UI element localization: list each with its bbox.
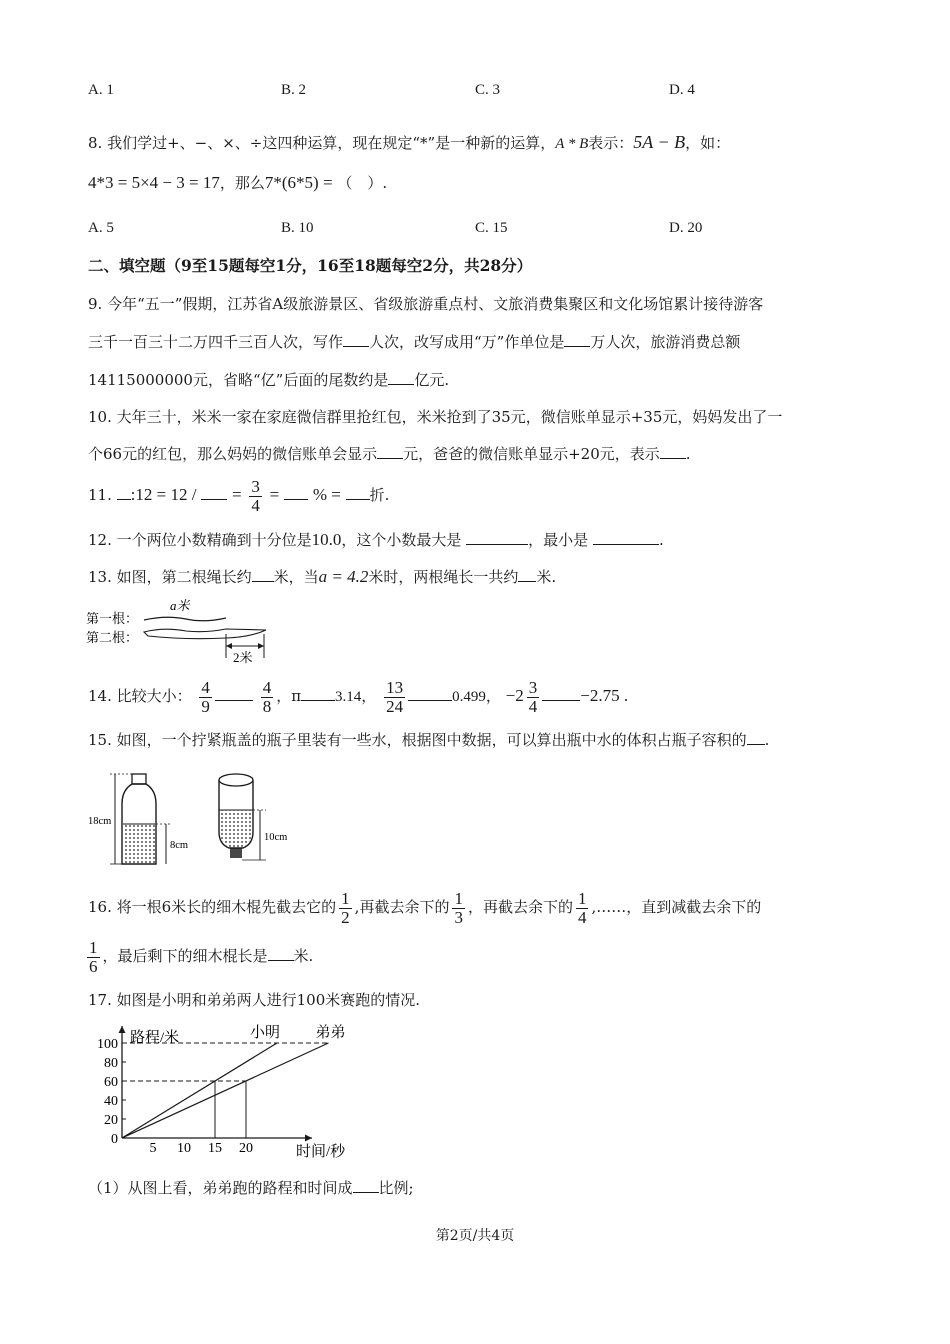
q8-line2: 4*3 = 5×4 − 3 = 17，那么7*(6*5) = （ ）. (88, 173, 388, 192)
q14-fraction-1: $\frac{4}{9}$ (201, 677, 210, 716)
label-18cm: 18cm (88, 816, 112, 827)
q7-option-a: A. 1 (88, 82, 114, 98)
q17-line: 17. 如图是小明和弟弟两人进行100米赛跑的情况. (88, 991, 421, 1009)
q16-fraction-3: $\frac{1}{4}$ (577, 888, 587, 927)
y-tick-label: 40 (104, 1094, 118, 1109)
q10-line2: 个66元的红包，那么妈妈的微信账单会显示 元，爸爸的微信账单显示+20元，表示 . (88, 445, 691, 463)
q14-blank-1 (215, 686, 253, 701)
q7-option-d: D. 4 (669, 82, 695, 98)
q15-blank (747, 730, 765, 745)
q9-blank-2 (564, 332, 590, 347)
q11-blank-1 (117, 485, 131, 500)
q9-line3: 14115000000元，省略“亿”后面的尾数约是 亿元. (88, 371, 450, 389)
q15-line: 15. 如图，一个拧紧瓶盖的瓶子里装有一些水，根据图中数据，可以算出瓶中水的体积占瓶子容积的 . (88, 731, 770, 749)
x-tick-label: 15 (208, 1141, 222, 1156)
x-tick-label: 10 (177, 1141, 191, 1156)
q14-blank-3 (408, 686, 452, 701)
q13-line: 13. 如图，第二根绳长约 米，当a = 4.2米时，两根绳长一共约 米. (88, 567, 557, 586)
q11-fraction: $\frac{3}{4}$ (251, 476, 260, 515)
q8-option-c: C. 15 (475, 220, 508, 236)
y-axis-label: 路程/米 (130, 1030, 180, 1046)
race-chart (84, 1022, 384, 1164)
q15-bottle-figure (88, 768, 308, 870)
q9-line2: 三千一百三十二万四千三百人次，写作 人次，改写成用“万”作单位是 万人次，旅游消费总额 (88, 333, 741, 351)
q11-blank-4 (346, 485, 370, 500)
q14-fraction-2: $\frac{4}{8}$ (262, 677, 272, 716)
series-label-2: 弟弟 (315, 1025, 346, 1041)
q14-fraction-3: $\frac{13}{24}$ (386, 677, 404, 716)
q11-blank-2 (201, 485, 227, 500)
x-axis-arrow (305, 1135, 312, 1142)
q7-option-b: B. 2 (281, 82, 307, 98)
label-8cm: 8cm (170, 840, 189, 851)
q10-line1: 10. 大年三十，米米一家在家庭微信群里抢红包，米米抢到了35元，微信账单显示+35元，妈妈发出了一 (88, 408, 783, 426)
q16-line1: 16. 将一根6米长的细木棍先截去它的 $\frac{1}{2}$ ,再截去余下的 $\frac{1}{3}$ ，再截去余下的 $\frac{1}{4}$ ,……，直到减截去余下的 (88, 888, 762, 927)
q16-blank (268, 946, 294, 961)
q13-blank-1 (252, 567, 274, 582)
q16-fraction-1: $\frac{1}{2}$ (341, 888, 350, 927)
q16-fraction-4: $\frac{1}{6}$ (89, 937, 98, 976)
series-line-2 (122, 1043, 328, 1138)
y-tick-label: 0 (111, 1132, 118, 1147)
q10-blank-1 (377, 444, 403, 459)
x-tick-label: 5 (149, 1141, 157, 1156)
q10-blank-2 (660, 444, 686, 459)
rope-1-line (144, 617, 226, 621)
q16-line2: $\frac{1}{6}$ ，最后剩下的细木棍长是 米. (89, 937, 314, 976)
q11-blank-3 (284, 485, 308, 500)
q12-line: 12. 一个两位小数精确到十分位是10.0，这个小数最大是 ，最小是 . (88, 530, 664, 549)
page-footer: 第2页/共4页 (435, 1228, 515, 1244)
q8-option-a: A. 5 (88, 220, 114, 236)
q14-fraction-4: $\frac{3}{4}$ (528, 677, 538, 716)
q8-line1: 8. 我们学过+、−、×、÷这四种运算，现在规定“*”是一种新的运算，A * B表示：5A − B，如： (88, 132, 731, 152)
q13-a-label: a米 (170, 598, 190, 613)
q12-blank-2 (593, 530, 659, 545)
y-tick-label: 60 (104, 1075, 118, 1090)
q9-blank-3 (388, 370, 414, 385)
q13-rope-figure (86, 596, 286, 668)
y-tick-label: 100 (97, 1037, 118, 1052)
label-10cm: 10cm (264, 832, 288, 843)
x-tick-label: 20 (239, 1141, 253, 1156)
section-title: 二、填空题（9至15题每空1分，16至18题每空2分，共28分） (88, 256, 533, 275)
q8-option-d: D. 20 (669, 220, 703, 236)
q13-label-1: 第一根： (86, 611, 139, 626)
upright-bottle (122, 774, 156, 864)
q11-line: 11. :12 = 12 / = $\frac{3}{4}$ = % = 折. (88, 476, 390, 515)
q9-line1: 9. 今年“五一”假期，江苏省A级旅游景区、省级旅游重点村、文旅消费集聚区和文化场馆累计接待游客 (88, 295, 764, 313)
y-axis-arrow (119, 1026, 126, 1033)
q14-blank-4 (542, 686, 580, 701)
series-label-1: 小明 (249, 1025, 281, 1041)
q13-blank-2 (518, 567, 536, 582)
inverted-bottle (219, 774, 253, 858)
q17-blank (353, 1178, 379, 1193)
q8-option-b: B. 10 (281, 220, 314, 236)
q9-blank-1 (343, 332, 369, 347)
x-axis-label: 时间/秒 (296, 1144, 346, 1160)
q13-label-2: 第二根： (86, 630, 139, 645)
series-line-1 (122, 1043, 277, 1138)
q13-two-label: 2米 (233, 650, 253, 665)
rope-2-line (144, 629, 266, 639)
q14-line: 14. 比较大小： $\frac{4}{9}$ $\frac{4}{8}$ ，π 3.14， $\frac{13}{24}$ 0.499， −2 $\frac{3}{4}$ −2.75 . (88, 677, 629, 716)
q7-option-c: C. 3 (475, 82, 501, 98)
y-tick-label: 80 (104, 1056, 118, 1071)
q16-fraction-2: $\frac{1}{3}$ (454, 888, 463, 927)
q17-sub1: （1）从图上看，弟弟跑的路程和时间成 比例; (88, 1179, 414, 1197)
q12-blank-1 (466, 530, 528, 545)
y-tick-label: 20 (104, 1113, 118, 1128)
q14-blank-2 (301, 686, 335, 701)
